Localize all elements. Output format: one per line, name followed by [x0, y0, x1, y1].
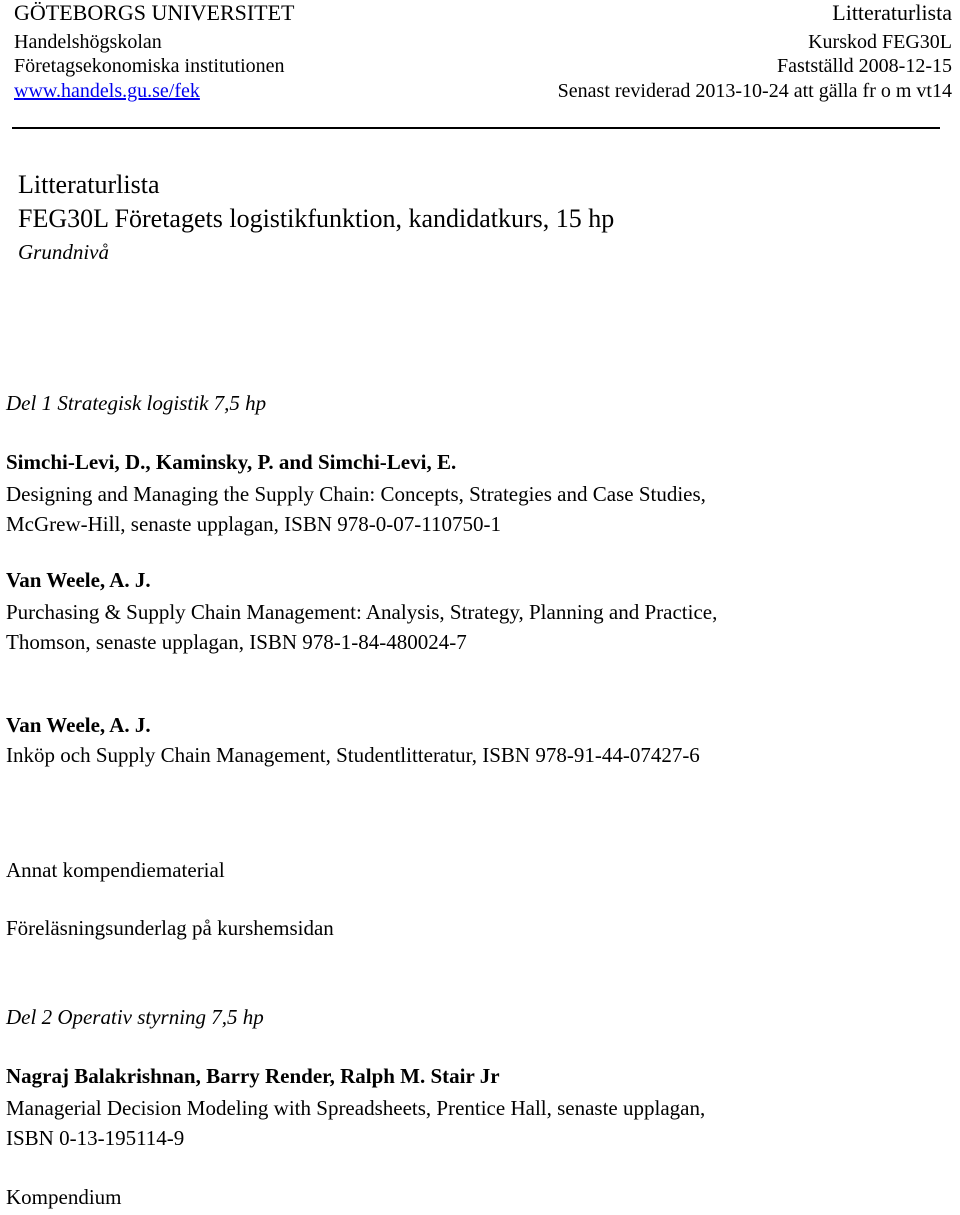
page-title: Litteraturlista — [18, 170, 160, 199]
book2-authors: Van Weele, A. J. — [6, 568, 151, 592]
book4-authors: Nagraj Balakrishnan, Barry Render, Ralph M. Stair Jr — [6, 1064, 500, 1088]
book3-title: Inköp och Supply Chain Management, Studentlitteratur, ISBN 978-91-44-07427-6 — [6, 743, 700, 767]
header-divider — [12, 127, 940, 129]
book1-authors: Simchi-Levi, D., Kaminsky, P. and Simchi-Levi, E. — [6, 450, 457, 474]
part2-heading: Del 2 Operativ styrning 7,5 hp — [6, 1005, 264, 1029]
school-name: Handelshögskolan — [14, 31, 162, 53]
course-title: FEG30L Företagets logistikfunktion, kandidatkurs, 15 hp — [18, 204, 615, 233]
book1-title: Designing and Managing the Supply Chain: Concepts, Strategies and Case Studies, — [6, 482, 706, 506]
document-type: Litteraturlista — [832, 0, 952, 25]
revised-date: Senast reviderad 2013-10-24 att gälla fr o m vt14 — [557, 80, 952, 102]
book3-authors: Van Weele, A. J. — [6, 713, 151, 737]
book1-publication: McGrew-Hill, senaste upplagan, ISBN 978-0-07-110750-1 — [6, 512, 501, 536]
course-code: Kurskod FEG30L — [808, 31, 952, 53]
book4-title: Managerial Decision Modeling with Spreadsheets, Prentice Hall, senaste upplagan, — [6, 1096, 706, 1120]
course-level: Grundnivå — [18, 240, 109, 264]
compendium: Kompendium — [6, 1185, 122, 1209]
book2-publication: Thomson, senaste upplagan, ISBN 978-1-84-480024-7 — [6, 630, 467, 654]
other-materials-heading: Annat kompendiematerial — [6, 858, 225, 882]
department-website-link[interactable]: www.handels.gu.se/fek — [14, 80, 200, 102]
university-name: GÖTEBORGS UNIVERSITET — [14, 0, 295, 25]
established-date: Fastställd 2008-12-15 — [777, 55, 952, 77]
book2-title: Purchasing & Supply Chain Management: Analysis, Strategy, Planning and Practice, — [6, 600, 718, 624]
lecture-materials: Föreläsningsunderlag på kurshemsidan — [6, 916, 334, 940]
department-name: Företagsekonomiska institutionen — [14, 55, 285, 77]
book4-isbn: ISBN 0-13-195114-9 — [6, 1126, 185, 1150]
part1-heading: Del 1 Strategisk logistik 7,5 hp — [6, 391, 267, 415]
